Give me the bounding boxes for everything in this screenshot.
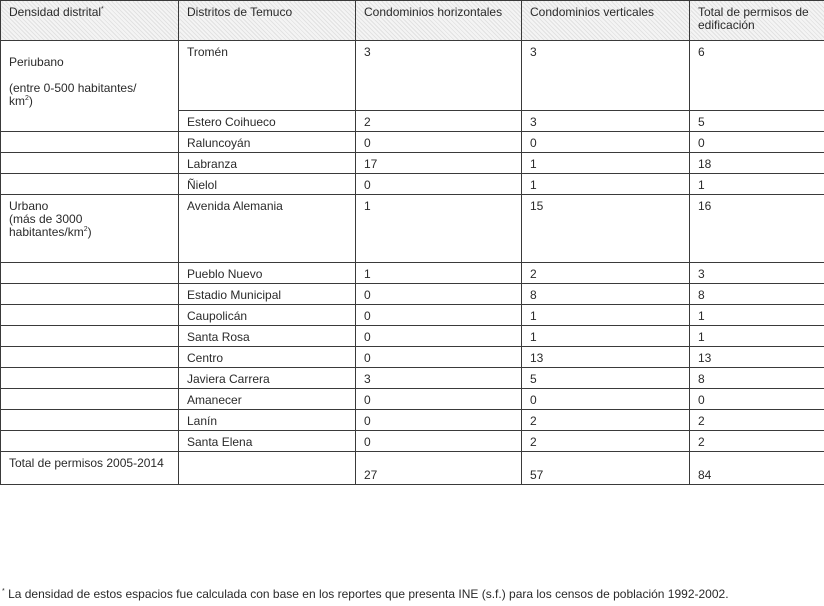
totals-total: 84	[690, 452, 824, 485]
total-cell: 1	[690, 174, 824, 195]
footnote-mark: *	[2, 588, 5, 595]
footnote-text: La densidad de estos espacios fue calculada con base en los reportes que presenta INE (s.f.) para los censos de población 1992-2002.	[4, 587, 729, 601]
district-cell: Tromén	[179, 41, 356, 111]
density-empty-cell	[1, 431, 179, 452]
horizontal-cell: 0	[356, 132, 522, 153]
table-row	[1, 305, 824, 326]
total-cell: 3	[690, 263, 824, 284]
table-row	[1, 153, 824, 174]
vertical-cell: 5	[522, 368, 690, 389]
district-cell: Raluncoyán	[179, 132, 356, 153]
vertical-cell: 3	[522, 111, 690, 132]
total-cell: 1	[690, 305, 824, 326]
total-cell: 16	[690, 195, 824, 263]
totals-horizontal: 27	[356, 452, 522, 485]
density-empty-cell	[1, 153, 179, 174]
density-empty-cell	[1, 263, 179, 284]
horizontal-cell: 17	[356, 153, 522, 174]
total-cell: 0	[690, 132, 824, 153]
table-row	[1, 389, 824, 410]
totals-row	[1, 452, 824, 485]
header-density: Densidad distrital*	[1, 1, 179, 41]
horizontal-cell: 0	[356, 284, 522, 305]
district-cell: Lanín	[179, 410, 356, 431]
header-row	[1, 1, 824, 41]
horizontal-cell: 0	[356, 326, 522, 347]
district-cell: Estero Coihueco	[179, 111, 356, 132]
header-vertical: Condominios verticales	[522, 1, 690, 41]
vertical-cell: 8	[522, 284, 690, 305]
header-horizontal: Condominios horizontales	[356, 1, 522, 41]
density-empty-cell	[1, 389, 179, 410]
horizontal-cell: 0	[356, 410, 522, 431]
table-row	[1, 326, 824, 347]
table-row	[1, 284, 824, 305]
vertical-cell: 1	[522, 174, 690, 195]
density-empty-cell	[1, 368, 179, 389]
density-empty-cell	[1, 347, 179, 368]
table-row	[1, 41, 824, 111]
total-cell: 8	[690, 284, 824, 305]
total-cell: 2	[690, 410, 824, 431]
density-empty-cell	[1, 305, 179, 326]
horizontal-cell: 0	[356, 174, 522, 195]
header-total: Total de permisos de edificación	[690, 1, 824, 41]
district-cell: Santa Elena	[179, 431, 356, 452]
total-cell: 5	[690, 111, 824, 132]
vertical-cell: 1	[522, 326, 690, 347]
vertical-cell: 3	[522, 41, 690, 111]
district-cell: Avenida Alemania	[179, 195, 356, 263]
horizontal-cell: 0	[356, 305, 522, 326]
table-row	[1, 195, 824, 263]
header-district: Distritos de Temuco	[179, 1, 356, 41]
horizontal-cell: 2	[356, 111, 522, 132]
district-cell: Estadio Municipal	[179, 284, 356, 305]
density-empty-cell	[1, 174, 179, 195]
density-urbano: Urbano (más de 3000 habitantes/$km^2$)	[1, 195, 179, 263]
header-density-mark: *	[101, 6, 104, 13]
vertical-cell: 15	[522, 195, 690, 263]
total-cell: 1	[690, 326, 824, 347]
horizontal-cell: 0	[356, 431, 522, 452]
table-row	[1, 368, 824, 389]
vertical-cell: 1	[522, 305, 690, 326]
table-row	[1, 132, 824, 153]
vertical-cell: 1	[522, 153, 690, 174]
total-cell: 18	[690, 153, 824, 174]
total-cell: 2	[690, 431, 824, 452]
table-row	[1, 431, 824, 452]
totals-vertical: 57	[522, 452, 690, 485]
table-row	[1, 174, 824, 195]
district-cell: Ñielol	[179, 174, 356, 195]
district-cell: Labranza	[179, 153, 356, 174]
vertical-cell: 2	[522, 431, 690, 452]
total-cell: 8	[690, 368, 824, 389]
density-empty-cell	[1, 132, 179, 153]
density-empty-cell	[1, 410, 179, 431]
vertical-cell: 2	[522, 410, 690, 431]
horizontal-cell: 1	[356, 195, 522, 263]
district-cell: Pueblo Nuevo	[179, 263, 356, 284]
district-cell: Santa Rosa	[179, 326, 356, 347]
vertical-cell: 0	[522, 389, 690, 410]
density-empty-cell	[1, 284, 179, 305]
footnote	[2, 587, 729, 601]
total-cell: 6	[690, 41, 824, 111]
density-empty-cell	[1, 326, 179, 347]
horizontal-cell: 0	[356, 389, 522, 410]
horizontal-cell: 0	[356, 347, 522, 368]
total-cell: 13	[690, 347, 824, 368]
district-cell: Caupolicán	[179, 305, 356, 326]
vertical-cell: 13	[522, 347, 690, 368]
district-cell: Javiera Carrera	[179, 368, 356, 389]
totals-label: Total de permisos 2005-2014	[1, 452, 179, 485]
totals-empty-cell	[179, 452, 356, 485]
table-row	[1, 263, 824, 284]
district-cell: Centro	[179, 347, 356, 368]
density-periurbano: Periubano (entre 0-500 habitantes/ $km^2$)	[1, 41, 179, 132]
vertical-cell: 2	[522, 263, 690, 284]
vertical-cell: 0	[522, 132, 690, 153]
table-row	[1, 410, 824, 431]
horizontal-cell: 3	[356, 368, 522, 389]
horizontal-cell: 1	[356, 263, 522, 284]
total-cell: 0	[690, 389, 824, 410]
district-cell: Amanecer	[179, 389, 356, 410]
table-row	[1, 347, 824, 368]
horizontal-cell: 3	[356, 41, 522, 111]
